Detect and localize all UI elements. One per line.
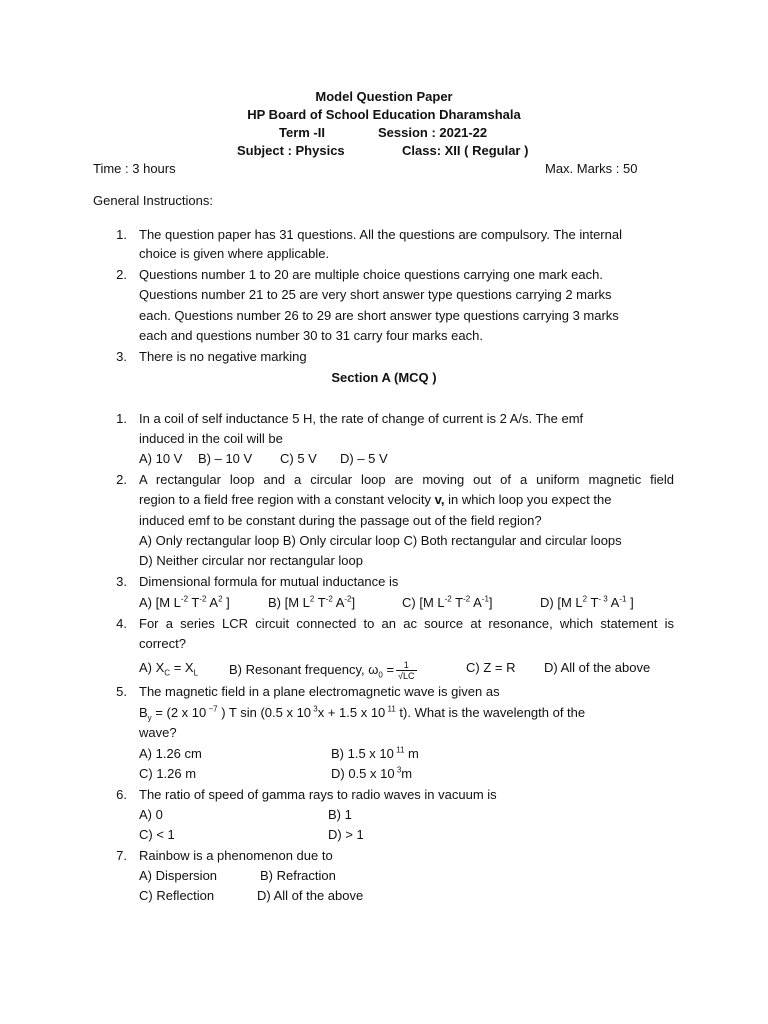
option-c: C) 1.26 m: [139, 766, 197, 781]
question-text-part: in which loop you expect the: [448, 492, 612, 507]
question-text: A rectangular loop and a circular loop are moving out of a uniform magnetic field: [139, 472, 674, 487]
option-c: C) Z = R: [466, 660, 516, 675]
question-text: wave?: [139, 725, 177, 740]
option-c: C) [M $L^{-2}$ $T^{-2}$ $A^{-1}$]: [402, 594, 493, 610]
paper-title: Model Question Paper: [315, 89, 453, 104]
question-text: Rainbow is a phenomenon due to: [139, 848, 333, 863]
option-d: D) Neither circular nor rectangular loop: [139, 553, 363, 568]
option-d: D) – 5 V: [340, 451, 388, 466]
board-name: HP Board of School Education Dharamshala: [247, 107, 521, 122]
instruction-number: 2.: [116, 267, 127, 282]
instructions-heading: General Instructions:: [93, 193, 213, 208]
term-label: Term -II: [279, 125, 325, 140]
question-text: In a coil of self inductance 5 H, the rate of change of current is 2 A/s. The emf: [139, 411, 584, 426]
question-number: 4.: [116, 616, 127, 631]
instruction-line: Questions number 21 to 25 are very short answer type questions carrying 2 marks: [139, 287, 612, 302]
question-text: correct?: [139, 636, 186, 651]
question-text: The ratio of speed of gamma rays to radio waves in vacuum is: [139, 787, 497, 802]
class-label: Class: XII ( Regular ): [402, 143, 529, 158]
question-number: 1.: [116, 411, 127, 426]
session-label: Session : 2021-22: [378, 125, 488, 140]
instruction-line: each and questions number 30 to 31 carry four marks each.: [139, 328, 483, 343]
max-marks-label: Max. Marks : 50: [545, 161, 638, 176]
option-d: D) 0.5 x 10 $^3$m: [331, 765, 413, 781]
question-number: 7.: [116, 848, 127, 863]
option-a: A) Dispersion: [139, 868, 218, 883]
time-label: Time : 3 hours: [93, 161, 176, 176]
option-b: B) 1.5 x 10 $^{11}$ m: [331, 745, 419, 761]
option-a: A) $X_C = X_L$: [139, 660, 199, 678]
option-d: D) All of the above: [257, 888, 364, 903]
option-d: D) All of the above: [544, 660, 651, 675]
option-b: B) – 10 V: [198, 451, 253, 466]
instruction-line: choice is given where applicable.: [139, 246, 330, 261]
option-d: D) [M $L^2$ $T^{- 3}$ $A^{-1}$ ]: [540, 594, 634, 610]
option-c: C) Reflection: [139, 888, 215, 903]
resonance-fraction: $\frac{1}{√LC}$: [398, 660, 415, 681]
question-text: For a series LCR circuit connected to an ac source at resonance, which statement is: [139, 616, 674, 631]
option-b: B) [M $L^2$ $T^{-2}$ $A^{-2}$]: [268, 594, 356, 610]
question-text: induced in the coil will be: [139, 431, 283, 446]
instruction-number: 3.: [116, 349, 127, 364]
instruction-line: There is no negative marking: [139, 349, 307, 364]
question-text: induced emf to be constant during the passage out of the field region?: [139, 513, 542, 528]
question-number: 2.: [116, 472, 127, 487]
question-text-part: region to a field free region with a constant velocity: [139, 492, 431, 507]
option-b: B) 1: [328, 807, 352, 822]
question-number: 3.: [116, 574, 127, 589]
velocity-symbol: v,: [434, 492, 445, 507]
option-d: D) > 1: [328, 827, 364, 842]
subject-label: Subject : Physics: [237, 143, 345, 158]
option-c: C) < 1: [139, 827, 175, 842]
option-a: A) 10 V: [139, 451, 183, 466]
instruction-line: The question paper has 31 questions. All the questions are compulsory. The internal: [139, 227, 622, 242]
option-b: B) Refraction: [260, 868, 336, 883]
options-line: A) Only rectangular loop B) Only circular loop C) Both rectangular and circular loops: [139, 533, 622, 548]
question-number: 6.: [116, 787, 127, 802]
option-c: C) 5 V: [280, 451, 317, 466]
wave-formula: $B_y = (2$ x 10 $^{-7}$ ) T sin (0.5 x 10 $^3$x + 1.5 x 10 $^{11}$ t). What is the wavelength of the: [139, 704, 586, 723]
question-text: Dimensional formula for mutual inductance is: [139, 574, 399, 589]
instruction-line: Questions number 1 to 20 are multiple choice questions carrying one mark each.: [139, 267, 603, 282]
option-a: A) [M $L^{-2}$ $T^{-2}$ $A^2$ ]: [139, 594, 230, 610]
option-b: B) Resonant frequency, $\omega_0$ = $\frac{1}{√LC}$: [229, 660, 415, 681]
section-title: Section A (MCQ ): [331, 370, 437, 385]
question-text: [139, 492, 611, 508]
question-number: 5.: [116, 684, 127, 699]
instruction-line: each. Questions number 26 to 29 are short answer type questions carrying 3 marks: [139, 308, 619, 323]
option-a: A) 1.26 cm: [139, 746, 202, 761]
option-a: A) 0: [139, 807, 163, 822]
question-text: The magnetic field in a plane electromagnetic wave is given as: [139, 684, 500, 699]
instruction-number: 1.: [116, 227, 127, 242]
